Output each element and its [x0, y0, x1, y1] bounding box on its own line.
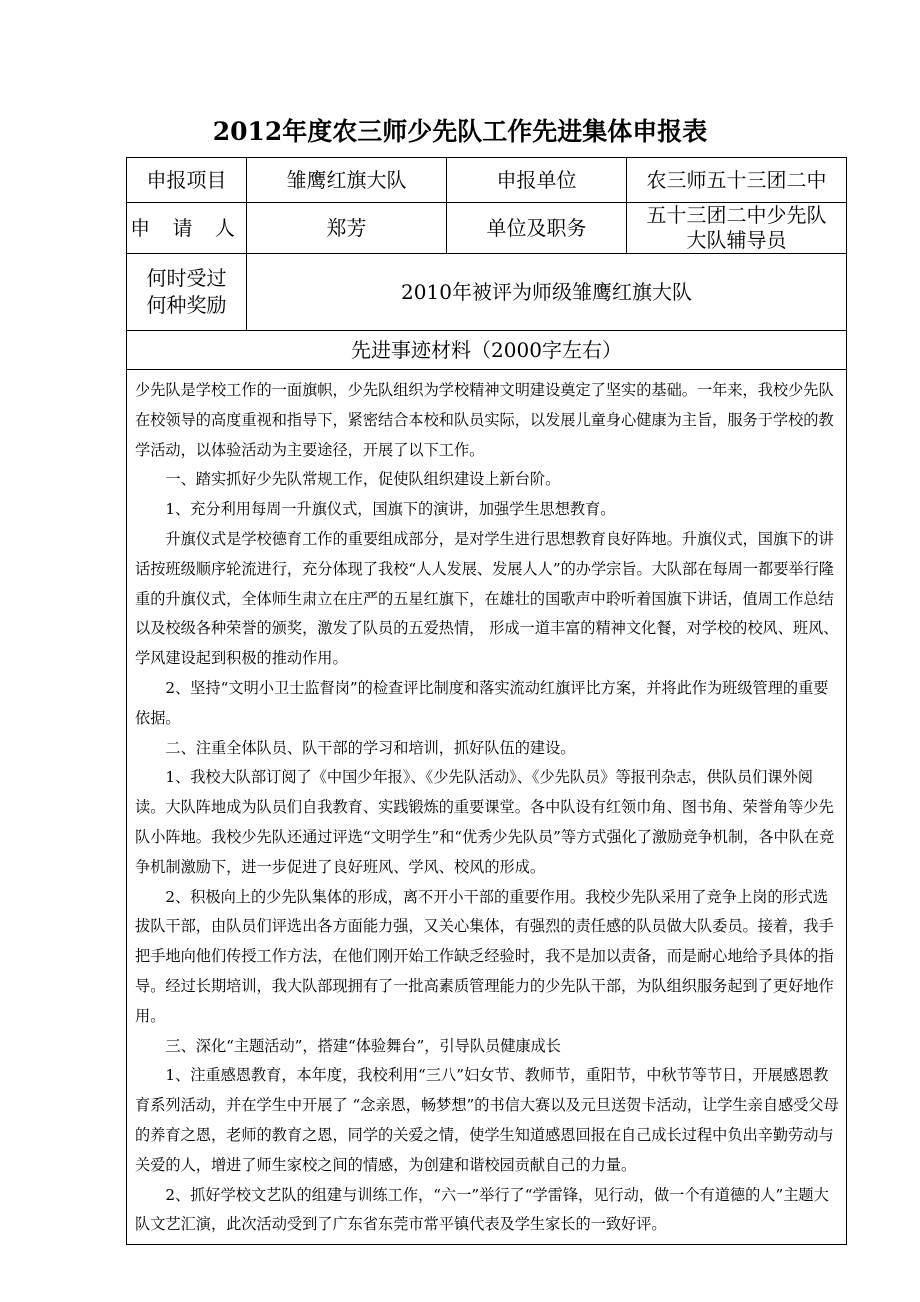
- paragraph: 2、坚持“文明小卫士监督岗”的检查评比制度和落实流动红旗评比方案，并将此作为班级管理的重要依据。: [135, 678, 829, 727]
- page-title: 2012年度农三师少先队工作先进集体申报表: [212, 117, 708, 146]
- position-value: 五十三团二中少先队大队辅导员: [627, 203, 847, 254]
- section-header: 先进事迹材料（2000字左右）: [127, 331, 847, 370]
- award-label: 何时受过何种奖励: [127, 254, 247, 331]
- section-heading: 一、踏实抓好少先队常规工作，促使队组织建设上新台阶。: [165, 470, 561, 489]
- paragraph: 1、我校大队部订阅了《中国少年报》、《少先队活动》、《少先队员》等报刊杂志，供队员们课外阅读。大队阵地成为队员们自我教育、实践锻炼的重要课堂。各中队设有红领巾角、图书角、荣誉角等少先队小阵地。我校少先队还通过评选“文明学生”和“优秀少先队员”等方式强化了激励竞争机制，各中队在竞争机制激励下，进一步促进了良好班风、学风、校风的形成。: [135, 768, 835, 876]
- award-value: 2010年被评为师级雏鹰红旗大队: [247, 254, 847, 331]
- unit-value: 农三师五十三团二中: [627, 158, 847, 203]
- form-row-applicant: [127, 203, 847, 254]
- paragraph: 2、积极向上的少先队集体的形成，离不开小干部的重要作用。我校少先队采用了竞争上岗的形式选拔队干部，由队员们评选出各方面能力强，又关心集体，有强烈的责任感的队员做大队委员。接着，我手把手地向他们传授工作方法，在他们刚开始工作缺乏经验时，我不是加以责备，而是耐心地给予具体的指导。经过长期培训，我大队部现拥有了一批高素质管理能力的少先队干部，为队组织服务起到了更好地作用。: [135, 887, 834, 1025]
- form-row-body: [127, 370, 847, 1245]
- project-label: 申报项目: [127, 158, 247, 203]
- form-row-section-header: [127, 331, 847, 370]
- unit-label: 申报单位: [447, 158, 627, 203]
- paragraph: 2、抓好学校文艺队的组建与训练工作，“六一”举行了“学雷锋，见行动，做一个有道德的人”主题大队文艺汇演，此次活动受到了广东省东莞市常平镇代表及学生家长的一致好评。: [135, 1185, 829, 1234]
- form-row-project: [127, 158, 847, 203]
- applicant-value: 郑芳: [247, 203, 447, 254]
- section-heading: 二、注重全体队员、队干部的学习和培训，抓好队伍的建设。: [165, 738, 576, 757]
- application-form: [126, 157, 847, 1245]
- paragraph: 少先队是学校工作的一面旗帜，少先队组织为学校精神文明建设奠定了坚实的基础。一年来，我校少先队在校领导的高度重视和指导下，紧密结合本校和队员实际，以发展儿童身心健康为主旨，服务于学校的教学活动，以体验活动为主要途径，开展了以下工作。: [135, 381, 834, 459]
- paragraph: 升旗仪式是学校德育工作的重要组成部分，是对学生进行思想教育良好阵地。升旗仪式，国旗下的讲话按班级顺序轮流进行，充分体现了我校“人人发展、发展人人”的办学宗旨。大队部在每周一都要举行隆重的升旗仪式，全体师生肃立在庄严的五星红旗下，在雄壮的国歌声中聆听着国旗下讲话，值周工作总结以及校级各种荣誉的颁奖，激发了队员的五爱热情， 形成一道丰富的精神文化餐，对学校的校风、班风、学风建设起到积极的推动作用。: [135, 529, 839, 668]
- paragraph: 1、充分利用每周一升旗仪式，国旗下的演讲，加强学生思想教育。: [165, 500, 616, 519]
- paragraph: 1、注重感恩教育，本年度，我校利用“三八”妇女节、教师节，重阳节，中秋节等节日，开展感恩教育系列活动，并在学生中开展了 “念亲恩，畅梦想”的书信大赛以及元旦送贺卡活动，让学生亲自感受父母的养育之恩，老师的教育之恩，同学的关爱之情，使学生知道感恩回报在自己成长过程中负出辛勤劳动与关爱的人，增进了师生家校之间的情感，为创建和谐校园贡献自己的力量。: [135, 1066, 839, 1174]
- deeds-text: [127, 370, 847, 1245]
- project-value: 雏鹰红旗大队: [247, 158, 447, 203]
- form-row-award: [127, 254, 847, 331]
- position-label: 单位及职务: [447, 203, 627, 254]
- section-heading: 三、深化“主题活动”，搭建“体验舞台”，引导队员健康成长: [165, 1036, 561, 1055]
- applicant-label: 申 请 人: [127, 203, 247, 254]
